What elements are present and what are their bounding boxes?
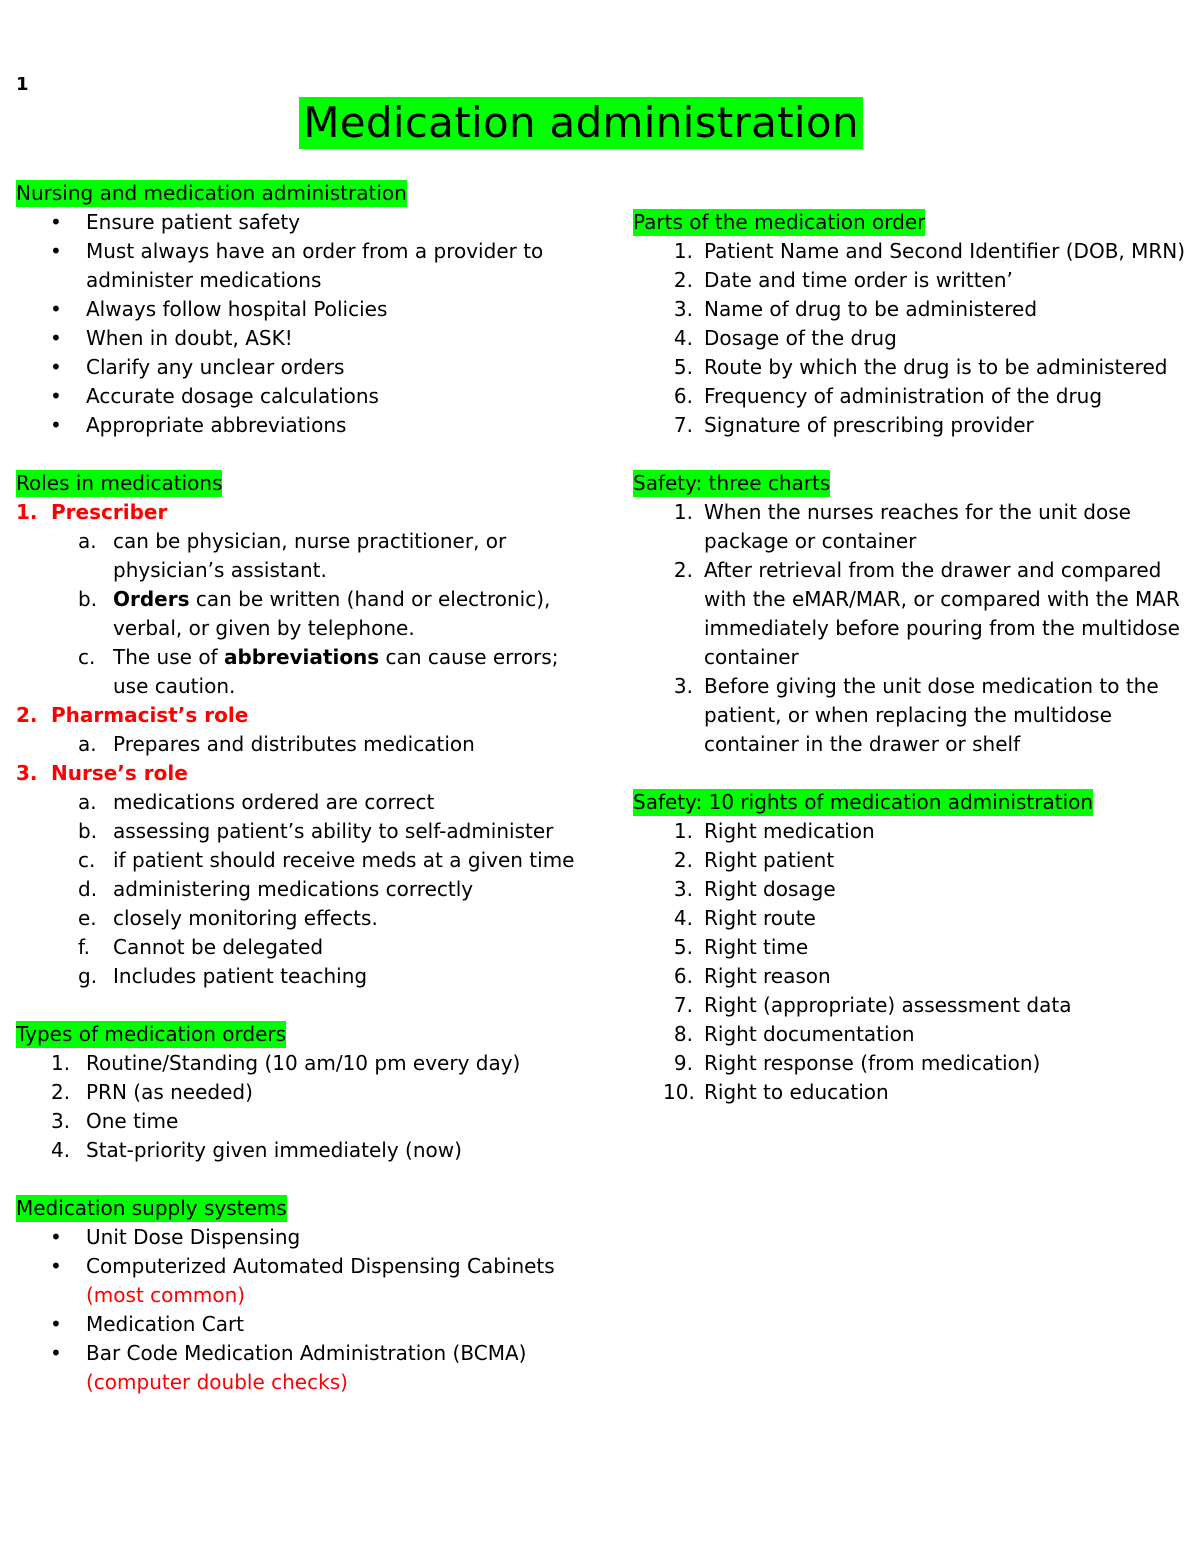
item-text: Date and time order is written’: [704, 268, 1013, 292]
bullet-icon: •: [50, 355, 62, 379]
item-marker: 9.: [673, 1051, 693, 1075]
item-pre-text: The use of: [113, 645, 224, 669]
item-marker: 4.: [51, 1138, 71, 1162]
item-marker: c.: [78, 848, 96, 872]
item-text: Computerized Automated Dispensing Cabinets: [86, 1254, 555, 1278]
list-item: [633, 411, 1193, 440]
item-text: Name of drug to be administered: [704, 297, 1038, 321]
nurse-sublist: [16, 788, 591, 991]
item-text: Ensure patient safety: [86, 210, 301, 234]
list-item: [16, 817, 591, 846]
item-marker: 4.: [673, 906, 693, 930]
list-item: [16, 353, 591, 382]
section-heading-supply: Medication supply systems: [16, 1196, 287, 1220]
bullet-icon: •: [50, 1341, 62, 1365]
list-item: [633, 498, 1193, 556]
list-item: [51, 1136, 591, 1165]
list-item: [633, 353, 1193, 382]
role-label: Pharmacist’s role: [51, 703, 249, 727]
item-marker: a.: [78, 529, 97, 553]
list-item: [633, 1049, 1193, 1078]
item-text: Always follow hospital Policies: [86, 297, 388, 321]
item-marker: 1.: [673, 500, 693, 524]
item-marker: 1.: [673, 819, 693, 843]
list-item: [633, 962, 1193, 991]
item-marker: 5.: [673, 935, 693, 959]
item-text: if patient should receive meds at a given time: [113, 848, 575, 872]
bullet-icon: •: [50, 384, 62, 408]
item-marker: a.: [78, 790, 97, 814]
list-item: [16, 527, 591, 585]
list-item: [51, 1078, 591, 1107]
list-item: [633, 266, 1193, 295]
list-item: [16, 1223, 591, 1252]
parts-list: [633, 237, 1193, 440]
item-text: Must always have an order from a provider to administer medications: [86, 239, 544, 292]
parts-section: [633, 208, 1193, 440]
list-item: [16, 846, 591, 875]
item-text: Stat-priority given immediately (now): [86, 1138, 462, 1162]
item-text: PRN (as needed): [86, 1080, 253, 1104]
item-text: Bar Code Medication Administration (BCMA): [86, 1341, 527, 1365]
item-text: can be written (hand or electronic), verbal, or given by telephone.: [113, 587, 551, 640]
role-item-nurse: [16, 759, 591, 788]
list-item: [16, 904, 591, 933]
pharmacist-sublist: [16, 730, 591, 759]
item-text: Right to education: [704, 1080, 889, 1104]
list-item: [16, 237, 591, 295]
list-item: [633, 237, 1193, 266]
item-marker: 3.: [16, 761, 38, 785]
item-text: Medication Cart: [86, 1312, 245, 1336]
item-text: Appropriate abbreviations: [86, 413, 347, 437]
list-item: [633, 933, 1193, 962]
item-text: Right dosage: [704, 877, 836, 901]
item-marker: 4.: [673, 326, 693, 350]
item-text: Patient Name and Second Identifier (DOB, MRN): [704, 239, 1186, 263]
role-label: Prescriber: [51, 500, 168, 524]
item-marker: 7.: [673, 413, 693, 437]
item-text: can be physician, nurse practitioner, or physician’s assistant.: [113, 529, 507, 582]
list-item: [16, 382, 591, 411]
role-label: Nurse’s role: [51, 761, 188, 785]
ten-rights-section: [633, 788, 1193, 1107]
item-marker: f.: [78, 935, 90, 959]
three-charts-section: [633, 469, 1193, 759]
list-item: [633, 904, 1193, 933]
list-item: [633, 295, 1193, 324]
item-marker: 3.: [51, 1109, 71, 1133]
item-text: One time: [86, 1109, 179, 1133]
item-text: Routine/Standing (10 am/10 pm every day): [86, 1051, 521, 1075]
bullet-icon: •: [50, 1254, 62, 1278]
item-marker: 5.: [673, 355, 693, 379]
list-item: [633, 875, 1193, 904]
item-marker: 3.: [673, 877, 693, 901]
item-text: Accurate dosage calculations: [86, 384, 379, 408]
list-item: [633, 382, 1193, 411]
item-marker: g.: [78, 964, 98, 988]
supply-section: [16, 1194, 591, 1397]
item-marker: 2.: [673, 268, 693, 292]
page-title: Medication administration: [299, 97, 863, 149]
list-item: [633, 1020, 1193, 1049]
item-text: can cause errors; use caution.: [113, 645, 559, 698]
list-item: [16, 295, 591, 324]
list-item: [16, 324, 591, 353]
bullet-icon: •: [50, 413, 62, 437]
item-text: After retrieval from the drawer and compared with the eMAR/MAR, or compared with the MAR immediately before pouring from the multidose container: [704, 558, 1180, 669]
title-wrap: [0, 97, 1162, 149]
item-text: closely monitoring effects.: [113, 906, 378, 930]
list-item: [633, 672, 1193, 759]
nursing-section: [16, 179, 591, 440]
item-marker: c.: [78, 645, 96, 669]
item-text: Unit Dose Dispensing: [86, 1225, 301, 1249]
ten-rights-list: [633, 817, 1193, 1107]
list-item: [16, 730, 591, 759]
item-text: Right (appropriate) assessment data: [704, 993, 1072, 1017]
bullet-icon: •: [50, 297, 62, 321]
item-marker: 3.: [673, 297, 693, 321]
section-heading-types: Types of medication orders: [16, 1022, 287, 1046]
item-marker: 7.: [673, 993, 693, 1017]
item-text: Right patient: [704, 848, 835, 872]
item-text: When the nurses reaches for the unit dose package or container: [704, 500, 1131, 553]
list-item: [633, 817, 1193, 846]
list-item: [16, 875, 591, 904]
supply-list: [16, 1223, 591, 1397]
list-item: [16, 208, 591, 237]
list-item: [633, 324, 1193, 353]
item-text: When in doubt, ASK!: [86, 326, 293, 350]
list-item: [633, 556, 1193, 672]
roles-list-nurse: [16, 759, 591, 788]
item-text: assessing patient’s ability to self-administer: [113, 819, 554, 843]
item-marker: 10.: [663, 1080, 695, 1104]
bullet-icon: •: [50, 326, 62, 350]
item-marker: 2.: [673, 848, 693, 872]
item-marker: 2.: [16, 703, 38, 727]
item-bold-text: abbreviations: [223, 645, 380, 669]
item-text: Right time: [704, 935, 809, 959]
item-marker: 1.: [51, 1051, 71, 1075]
item-text: Right reason: [704, 964, 831, 988]
item-text: Dosage of the drug: [704, 326, 897, 350]
list-item: [16, 1252, 591, 1310]
list-item: [16, 585, 591, 643]
item-text: Before giving the unit dose medication to the patient, or when replacing the multidose container in the drawer or shelf: [704, 674, 1159, 756]
item-text: Route by which the drug is to be administered: [704, 355, 1168, 379]
list-item: [16, 962, 591, 991]
item-marker: 6.: [673, 964, 693, 988]
list-item: [16, 411, 591, 440]
left-column: [16, 179, 591, 1426]
types-list: [16, 1049, 591, 1165]
roles-list: [16, 498, 591, 527]
item-marker: a.: [78, 732, 97, 756]
bullet-icon: •: [50, 1225, 62, 1249]
list-item: [51, 1049, 591, 1078]
item-text: Right medication: [704, 819, 875, 843]
section-heading-ten-rights: Safety: 10 rights of medication administration: [633, 790, 1094, 814]
list-item: [16, 643, 591, 701]
item-text: Signature of prescribing provider: [704, 413, 1034, 437]
item-text: Right documentation: [704, 1022, 915, 1046]
section-heading-three-charts: Safety: three charts: [633, 471, 831, 495]
item-bold-text: Orders: [113, 587, 190, 611]
list-item: [633, 846, 1193, 875]
item-marker: 8.: [673, 1022, 693, 1046]
item-text: Prepares and distributes medication: [113, 732, 475, 756]
list-item: [16, 933, 591, 962]
item-text: Right route: [704, 906, 816, 930]
list-item: [16, 788, 591, 817]
section-heading-roles: Roles in medications: [16, 471, 223, 495]
three-charts-list: [633, 498, 1193, 759]
item-marker: 1.: [673, 239, 693, 263]
item-marker: 2.: [673, 558, 693, 582]
roles-list-pharmacist: [16, 701, 591, 730]
bullet-icon: •: [50, 1312, 62, 1336]
page-number: 1: [16, 74, 29, 95]
section-heading-nursing: Nursing and medication administration: [16, 181, 407, 205]
item-marker: b.: [78, 819, 98, 843]
prescriber-sublist: [16, 527, 591, 701]
roles-section: [16, 469, 591, 991]
list-item: [16, 1339, 591, 1397]
item-note: (most common): [86, 1283, 246, 1307]
item-text: Cannot be delegated: [113, 935, 324, 959]
item-marker: 6.: [673, 384, 693, 408]
role-item-pharmacist: [16, 701, 591, 730]
list-item: [633, 1078, 1193, 1107]
item-text: Clarify any unclear orders: [86, 355, 345, 379]
item-text: Frequency of administration of the drug: [704, 384, 1103, 408]
item-marker: d.: [78, 877, 98, 901]
item-note: (computer double checks): [86, 1370, 348, 1394]
section-heading-parts: Parts of the medication order: [633, 210, 926, 234]
bullet-icon: •: [50, 210, 62, 234]
list-item: [51, 1107, 591, 1136]
role-item-prescriber: [16, 498, 591, 527]
bullet-icon: •: [50, 239, 62, 263]
item-marker: 3.: [673, 674, 693, 698]
list-item: [633, 991, 1193, 1020]
item-text: Right response (from medication): [704, 1051, 1041, 1075]
item-marker: e.: [78, 906, 97, 930]
right-column: [633, 208, 1193, 1136]
item-marker: 1.: [16, 500, 38, 524]
list-item: [16, 1310, 591, 1339]
item-text: Includes patient teaching: [113, 964, 368, 988]
nursing-list: [16, 208, 591, 440]
item-text: medications ordered are correct: [113, 790, 435, 814]
types-section: [16, 1020, 591, 1165]
item-text: administering medications correctly: [113, 877, 474, 901]
item-marker: 2.: [51, 1080, 71, 1104]
item-marker: b.: [78, 587, 98, 611]
